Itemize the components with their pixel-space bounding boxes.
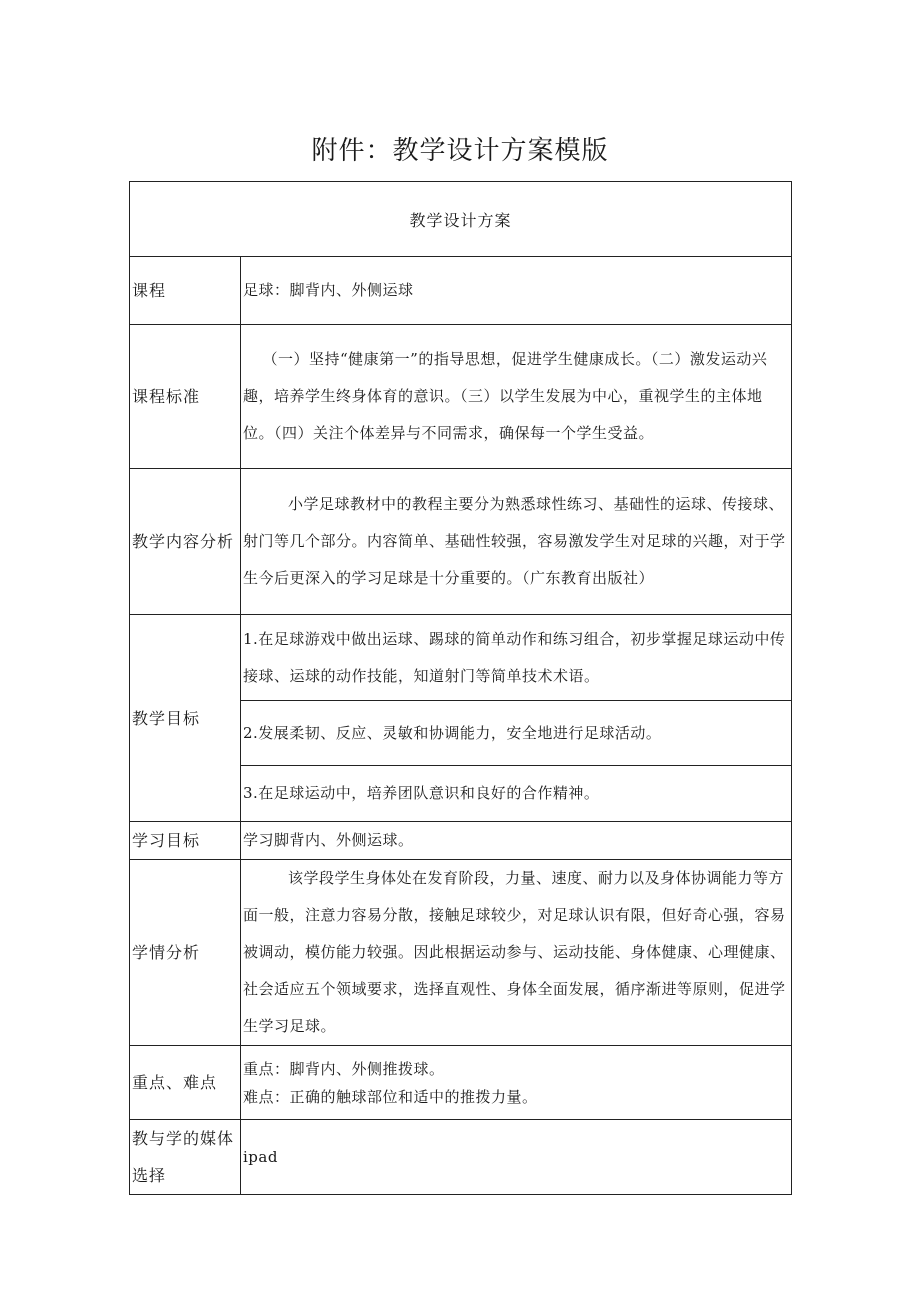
learning-goal-value: 学习脚背内、外侧运球。 [241,822,792,860]
goals-label: 教学目标 [130,615,241,822]
key-point-text: 重点：脚背内、外侧推拨球。 [243,1059,445,1078]
table-row-content-analysis [130,469,792,615]
learner-analysis-value: 该学段学生身体处在发育阶段，力量、速度、耐力以及身体协调能力等方面一般，注意力容易分散，接触足球较少，对足球认识有限，但好奇心强，容易被调动，模仿能力较强。因此根据运动参与、运动技能、身体健康、心理健康、社会适应五个领域要求，选择直观性、身体全面发展，循序渐进等原则，促进学生学习足球。 [241,860,792,1046]
learning-goal-label: 学习目标 [130,822,241,860]
teaching-plan-table [129,181,792,1195]
difficult-point-text: 难点：正确的触球部位和适中的推拨力量。 [243,1087,538,1106]
goal-item-1: 1.在足球游戏中做出运球、踢球的简单动作和练习组合，初步掌握足球运动中传接球、运球的动作技能，知道射门等简单技术术语。 [241,615,792,701]
key-points-cell [241,1046,792,1120]
course-label: 课程 [130,257,241,325]
media-label: 教与学的媒体选择 [130,1120,241,1195]
media-value: ipad [241,1120,792,1195]
table-row-goal-1 [130,615,792,701]
table-row-course [130,257,792,325]
table-header: 教学设计方案 [130,182,792,257]
table-row-media [130,1120,792,1195]
standard-value: （一）坚持“健康第一”的指导思想，促进学生健康成长。（二）激发运动兴趣，培养学生终身体育的意识。（三）以学生发展为中心，重视学生的主体地位。（四）关注个体差异与不同需求，确保每一个学生受益。 [241,325,792,469]
table-row-learning-goal [130,822,792,860]
standard-label: 课程标准 [130,325,241,469]
table-row-standard [130,325,792,469]
goal-item-3: 3.在足球运动中，培养团队意识和良好的合作精神。 [241,766,792,822]
learner-analysis-label: 学情分析 [130,860,241,1046]
key-points-label: 重点、难点 [130,1046,241,1120]
content-analysis-label: 教学内容分析 [130,469,241,615]
page-title: 附件：教学设计方案模版 [311,136,609,166]
table-header-row [130,182,792,257]
table-row-key-points [130,1046,792,1120]
course-value: 足球：脚背内、外侧运球 [241,257,792,325]
goal-item-2: 2.发展柔韧、反应、灵敏和协调能力，安全地进行足球活动。 [241,701,792,766]
content-analysis-value: 小学足球教材中的教程主要分为熟悉球性练习、基础性的运球、传接球、射门等几个部分。内容简单、基础性较强，容易激发学生对足球的兴趣，对于学生今后更深入的学习足球是十分重要的。（广东教育出版社） [241,469,792,615]
table-row-learner-analysis [130,860,792,1046]
